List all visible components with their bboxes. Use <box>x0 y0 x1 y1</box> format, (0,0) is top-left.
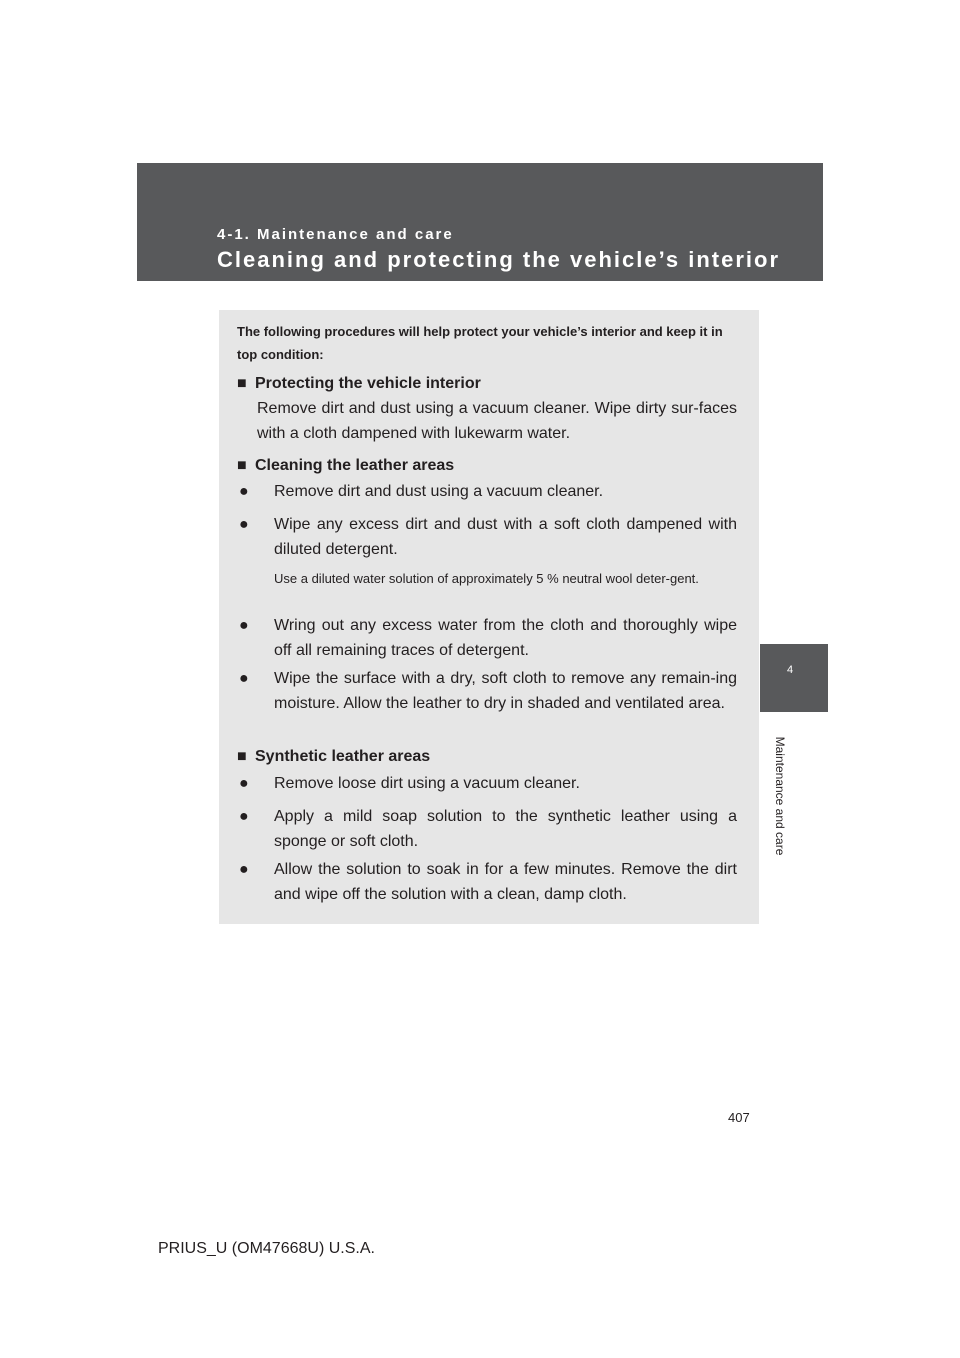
bullet-marker: ● <box>239 617 249 634</box>
list-item: ● Wring out any excess water from the cloth and thoroughly wipe off all remaining traces of detergent. <box>239 613 737 663</box>
bullet-marker: ● <box>239 483 249 500</box>
heading-leather-areas: ■ Cleaning the leather areas <box>237 455 454 477</box>
bullet-marker: ● <box>239 861 249 878</box>
chapter-tab <box>760 644 828 712</box>
square-marker: ■ <box>237 748 247 765</box>
heading-synthetic-leather: ■ Synthetic leather areas <box>237 746 430 768</box>
chapter-tab-caption <box>769 718 791 874</box>
square-marker: ■ <box>237 375 247 392</box>
chapter-tab-caption-text: Maintenance and care <box>773 736 787 856</box>
heading-protecting-interior: ■ Protecting the vehicle interior <box>237 373 481 395</box>
chapter-tab-number: 4 <box>786 664 794 676</box>
detergent-note: Use a diluted water solution of approximately 5 % neutral wool deter-gent. <box>274 571 699 586</box>
list-item: ● Apply a mild soap solution to the synthetic leather using a sponge or soft cloth. <box>239 804 737 854</box>
list-item: ● Allow the solution to soak in for a few minutes. Remove the dirt and wipe off the solution with a clean, damp cloth. <box>239 857 737 907</box>
intro-text: The following procedures will help protect your vehicle’s interior and keep it in top condition: <box>237 324 723 362</box>
footer-model-code: PRIUS_U (OM47668U) U.S.A. <box>158 1240 375 1257</box>
list-item: ● Remove dirt and dust using a vacuum cleaner. <box>239 479 737 504</box>
protecting-interior-text: Remove dirt and dust using a vacuum cleaner. Wipe dirty sur-faces with a cloth dampened with lukewarm water. <box>257 400 737 442</box>
list-item: ● Wipe the surface with a dry, soft cloth to remove any remain-ing moisture. Allow the leather to dry in shaded and ventilated area. <box>239 666 737 716</box>
page-number: 407 <box>728 1110 750 1125</box>
bullet-marker: ● <box>239 775 249 792</box>
square-marker: ■ <box>237 457 247 474</box>
content-box <box>219 310 759 924</box>
bullet-marker: ● <box>239 808 249 825</box>
section-label: 4-1. Maintenance and care <box>217 226 454 243</box>
bullet-marker: ● <box>239 516 249 533</box>
list-item: ● Wipe any excess dirt and dust with a soft cloth dampened with diluted detergent. <box>239 512 737 562</box>
page-title: Cleaning and protecting the vehicle’s interior <box>217 247 781 272</box>
bullet-marker: ● <box>239 670 249 687</box>
list-item: ● Remove loose dirt using a vacuum cleaner. <box>239 771 737 796</box>
